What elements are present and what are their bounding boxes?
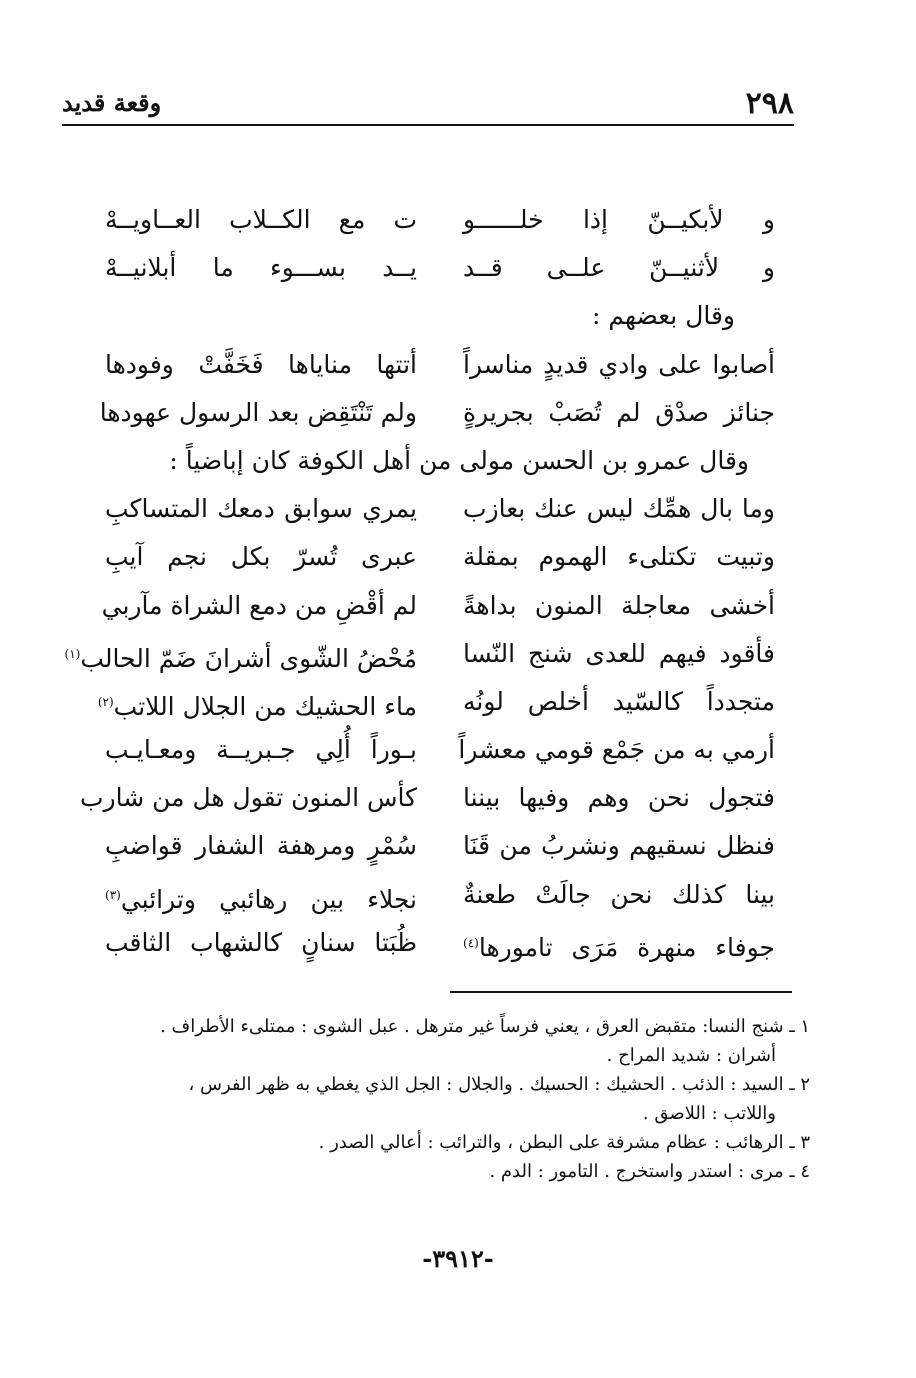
hemistich-text: فأقود فيهم للعدى شنج النّسا — [463, 638, 775, 668]
hemistich-text: كأس المنون تقول هل من شارب — [80, 783, 417, 813]
verse-second-hemistich — [101, 582, 417, 630]
verse-line — [105, 341, 775, 389]
verse-line — [105, 485, 775, 533]
hemistich-text: سُمْرٍ ومرهفة الشفار قواضبِ — [105, 831, 417, 861]
verse-second-hemistich — [99, 389, 417, 437]
hemistich-text: بينا كذلك نحن جالَتْ طعنةٌ — [463, 879, 775, 909]
hemistich-text: وما بال همِّك ليس عنك بعازب — [463, 494, 775, 524]
footnote-marker: (٢) — [97, 694, 114, 709]
verse-line — [97, 678, 775, 726]
verse-second-hemistich — [105, 871, 417, 924]
verse-first-hemistich — [463, 774, 775, 822]
verse-first-hemistich — [463, 341, 775, 389]
verse-first-hemistich — [463, 533, 775, 581]
footnote-marker: (١) — [64, 646, 81, 661]
verse-second-hemistich — [105, 919, 417, 967]
footnotes — [70, 1012, 810, 1186]
header-rule — [62, 124, 794, 126]
hemistich-text: أرمي به من جَمْع قومي معشراً — [458, 735, 775, 765]
page-header — [62, 86, 794, 124]
footnote-line: ١ ـ شنج النسا: متقبض العرق ، يعني فرساً غير مترهل . عبل الشوى : ممتلىء الأطراف . — [160, 1016, 810, 1037]
verse-line — [105, 244, 775, 292]
footnote-line: ٣ ـ الرهائب : عظام مشرفة على البطن ، والترائب : أعالي الصدر . — [318, 1132, 810, 1153]
verse-second-hemistich — [105, 726, 417, 774]
verse-first-hemistich — [463, 582, 775, 630]
verse-first-hemistich — [463, 196, 775, 244]
verse-line — [105, 533, 775, 581]
hemistich-text: ت مع الكــلاب العــاويــهْ — [105, 205, 417, 234]
verse-second-hemistich — [105, 533, 417, 581]
verse-first-hemistich — [458, 726, 775, 774]
verse-second-hemistich — [105, 822, 417, 870]
verse-second-hemistich — [80, 774, 417, 822]
hemistich-text: ولم تَنْتَقِض بعد الرسول عهودها — [99, 397, 417, 427]
hemistich-text: أصابوا على وادي قديدٍ مناسراً — [463, 349, 775, 379]
verse-line — [105, 919, 775, 967]
hemistich-text: فنظل نسقيهم ونشربُ من قَنَا — [463, 831, 775, 861]
page-marker: -٣٩١٢- — [422, 1244, 494, 1273]
verse-line — [105, 871, 775, 919]
verse-first-hemistich — [463, 678, 775, 726]
hemistich-text: أتتها مناياها فَخَفَّتْ وفودها — [105, 349, 417, 379]
verse-second-hemistich — [97, 678, 417, 731]
verse-line — [101, 582, 775, 630]
footnote-rule — [450, 991, 792, 993]
hemistich-text: ماء الحشيك من الجلال اللاتب — [113, 691, 417, 721]
footnote-line: واللاتب : اللاصق . — [642, 1103, 776, 1124]
hemistich-text: وتبيت تكتلىء الهموم بمقلة — [463, 542, 775, 572]
verse-second-hemistich — [105, 196, 417, 244]
verse-second-hemistich — [64, 630, 417, 683]
hemistich-text: نجلاء بين رهائبي وترائبي — [120, 884, 417, 914]
hemistich-text: مُحْضُ الشّوى أشرانَ ضَمّ الحالب — [80, 643, 417, 673]
verse-second-hemistich — [105, 485, 417, 533]
verse-first-hemistich — [463, 389, 775, 437]
verse-second-hemistich — [105, 244, 417, 292]
verse-line — [80, 774, 775, 822]
verse-first-hemistich — [463, 919, 775, 972]
hemistich-text: ظُبَتا سنانٍ كالشهاب الثاقب — [105, 927, 417, 957]
prose-line: وقال بعضهم : — [592, 301, 735, 331]
verse-line — [99, 389, 775, 437]
prose-line: وقال عمرو بن الحسن مولى من أهل الكوفة كان إباضياً : — [169, 445, 749, 475]
hemistich-text: و لأثنيــنّ علــى قــد — [463, 253, 775, 283]
footnote-line: ٤ ـ مرى : استدر واستخرج . التامور : الدم . — [489, 1161, 810, 1182]
footnote-line: ٢ ـ السيد : الذئب . الحشيك : الحسيك . والجلال : الجل الذي يغطي به ظهر الفرس ، — [188, 1074, 810, 1095]
hemistich-text: جوفاء منهرة مَرَى تامورها — [478, 932, 775, 962]
verse-first-hemistich — [463, 244, 775, 292]
hemistich-text: عبرى تُسرّ بكل نجم آيبِ — [105, 542, 417, 572]
verse-first-hemistich — [463, 871, 775, 919]
hemistich-text: لم أقْضِ من دمع الشراة مآربي — [101, 590, 417, 620]
verse-second-hemistich — [105, 341, 417, 389]
hemistich-text: يمري سوابق دمعك المتساكبِ — [105, 494, 417, 524]
verse-first-hemistich — [463, 630, 775, 678]
running-title: وقعة قديد — [62, 88, 162, 117]
hemistich-text: جنائز صدْق لم تُصَبْ بجريرةٍ — [463, 397, 775, 427]
verse-line — [105, 726, 775, 774]
hemistich-text: فتجول نحن وهم وفيها بيننا — [463, 783, 775, 813]
verse-first-hemistich — [463, 485, 775, 533]
verse-line — [105, 196, 775, 244]
hemistich-text: متجدداً كالسّيد أخلص لونُه — [463, 686, 775, 716]
page-number: ٢٩٨ — [745, 86, 794, 121]
verse-line — [105, 822, 775, 870]
footnote-line: أشران : شديد المراح . — [606, 1045, 776, 1066]
verse-line — [64, 630, 775, 678]
footnote-marker: (٣) — [105, 887, 121, 902]
hemistich-text: يــد بســـوء ما أبلانيــهْ — [105, 253, 417, 283]
footnote-marker: (٤) — [463, 935, 479, 950]
poem-body — [64, 196, 775, 967]
hemistich-text: و لأبكيــنّ إذا خلــــــو — [463, 205, 775, 234]
hemistich-text: بـوراً أُلِي جـبريــة ومعـايـب — [105, 735, 417, 765]
verse-first-hemistich — [463, 822, 775, 870]
hemistich-text: أخشى معاجلة المنون بداهةً — [463, 590, 775, 620]
